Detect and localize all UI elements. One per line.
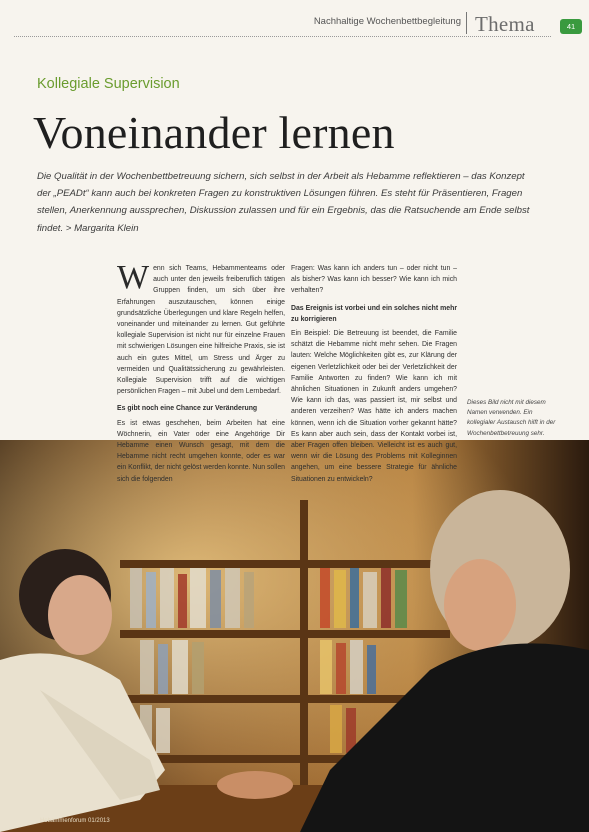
text-column-1	[117, 259, 285, 488]
photo-caption: Dieses Bild nicht mit diesem Namen verwenden. Ein kollegialer Austausch hilft in der Wochenbettbetreuung sehr.	[467, 399, 556, 437]
section-name: Thema	[475, 12, 535, 36]
text-column-2	[291, 263, 457, 488]
paragraph: Fragen: Was kann ich anders tun – oder nicht tun – als bisher? Was kann ich besser? Wie kann ich mich verhalten?	[291, 265, 457, 295]
header-rule	[14, 36, 551, 37]
paragraph: Ein Beispiel: Die Betreuung ist beendet, die Familie schätzt die Hebamme nicht mehr sehen. Die Fragen lauten: Welche Möglichkeiten gibt es, zur Klärung der eigenen Verletzlichkeit oder bei der Verletzlichkeit der Familie Antworten zu finden? Wie kann ich mit ähnlichen Situationen in Zukunft anders umgehen? Wie kann ich das, was passiert ist, mir selbst und anderen verzeihen? Was hätte ich anders machen können, wenn ich die Situation vorher gekannt hätte? Es kann aber auch sein, dass der Kontakt vorbei ist, aber Fragen offen bleiben. Vielleicht ist es auch gut, wenn wir die Lösung des Problems mit Kolleginnen angehen, um eine bessere Strategie für ähnliche Situationen zu entwickeln?	[291, 330, 457, 483]
paragraph-text: enn sich Teams, Hebammenteams oder auch unter den jeweils freiberuflich tätigen Gruppen finden, um sich über ihre Erfahrungen auszutauschen, können einige grundsätzliche Überlegungen und klare Regeln helfen, voneinander und miteinander zu lernen. Gut geführte kollegiale Supervision ist nicht nur für einzelne Frauen mit schwierigen Lösungen eine hilfreiche Praxis, sie ist auch ein gutes Mittel, um Stress und Ärger zu vermeiden und Qualitätssicherung zu gewährleisten. Kollegiale Supervision trifft auf die wichtigen persönlichen Fragen – mit Jubel und dem Lernbedarf.	[117, 265, 285, 396]
article-photo	[0, 440, 589, 832]
drop-cap: W	[117, 259, 150, 296]
paragraph: Es ist etwas geschehen, beim Arbeiten hat eine Wöchnerin, ein Vater oder eine Angehörige Dir Hebamme einen Wunsch gesagt, mit dem die Hebamme nicht recht umgehen konnte, oder es war ein Konflikt, der nicht gelöst werden konnte. Nun sollen sich die folgenden	[117, 419, 285, 483]
page-number-badge: 41	[560, 19, 582, 34]
article-lead: Die Qualität in der Wochenbettbetreuung sichern, sich selbst in der Arbeit als Hebamme reflektieren – das Konzept der „PEADt“ kann auch bei konkreten Fragen zu konstruktiven Lösungen führen. Es steht für Präsentieren, Fragen stellen, Anerkennung aussprechen, Diskussion zulassen und für ein Ergebnis, das die Ratsuchende am Ende selbst findet. > Margarita Klein	[37, 171, 530, 234]
subheading: Das Ereignis ist vorbei und ein solches nicht mehr zu korrigieren	[291, 304, 457, 323]
subheading: Es gibt noch eine Chance zur Veränderung	[117, 405, 258, 413]
header-separator	[466, 12, 467, 34]
footer: Hebammenforum 01/2013	[40, 818, 110, 824]
running-head: Nachhaltige Wochenbettbegleitung	[313, 16, 461, 27]
article-title: Voneinander lernen	[33, 107, 395, 158]
article-kicker: Kollegiale Supervision	[37, 76, 180, 92]
paragraph	[117, 259, 285, 397]
